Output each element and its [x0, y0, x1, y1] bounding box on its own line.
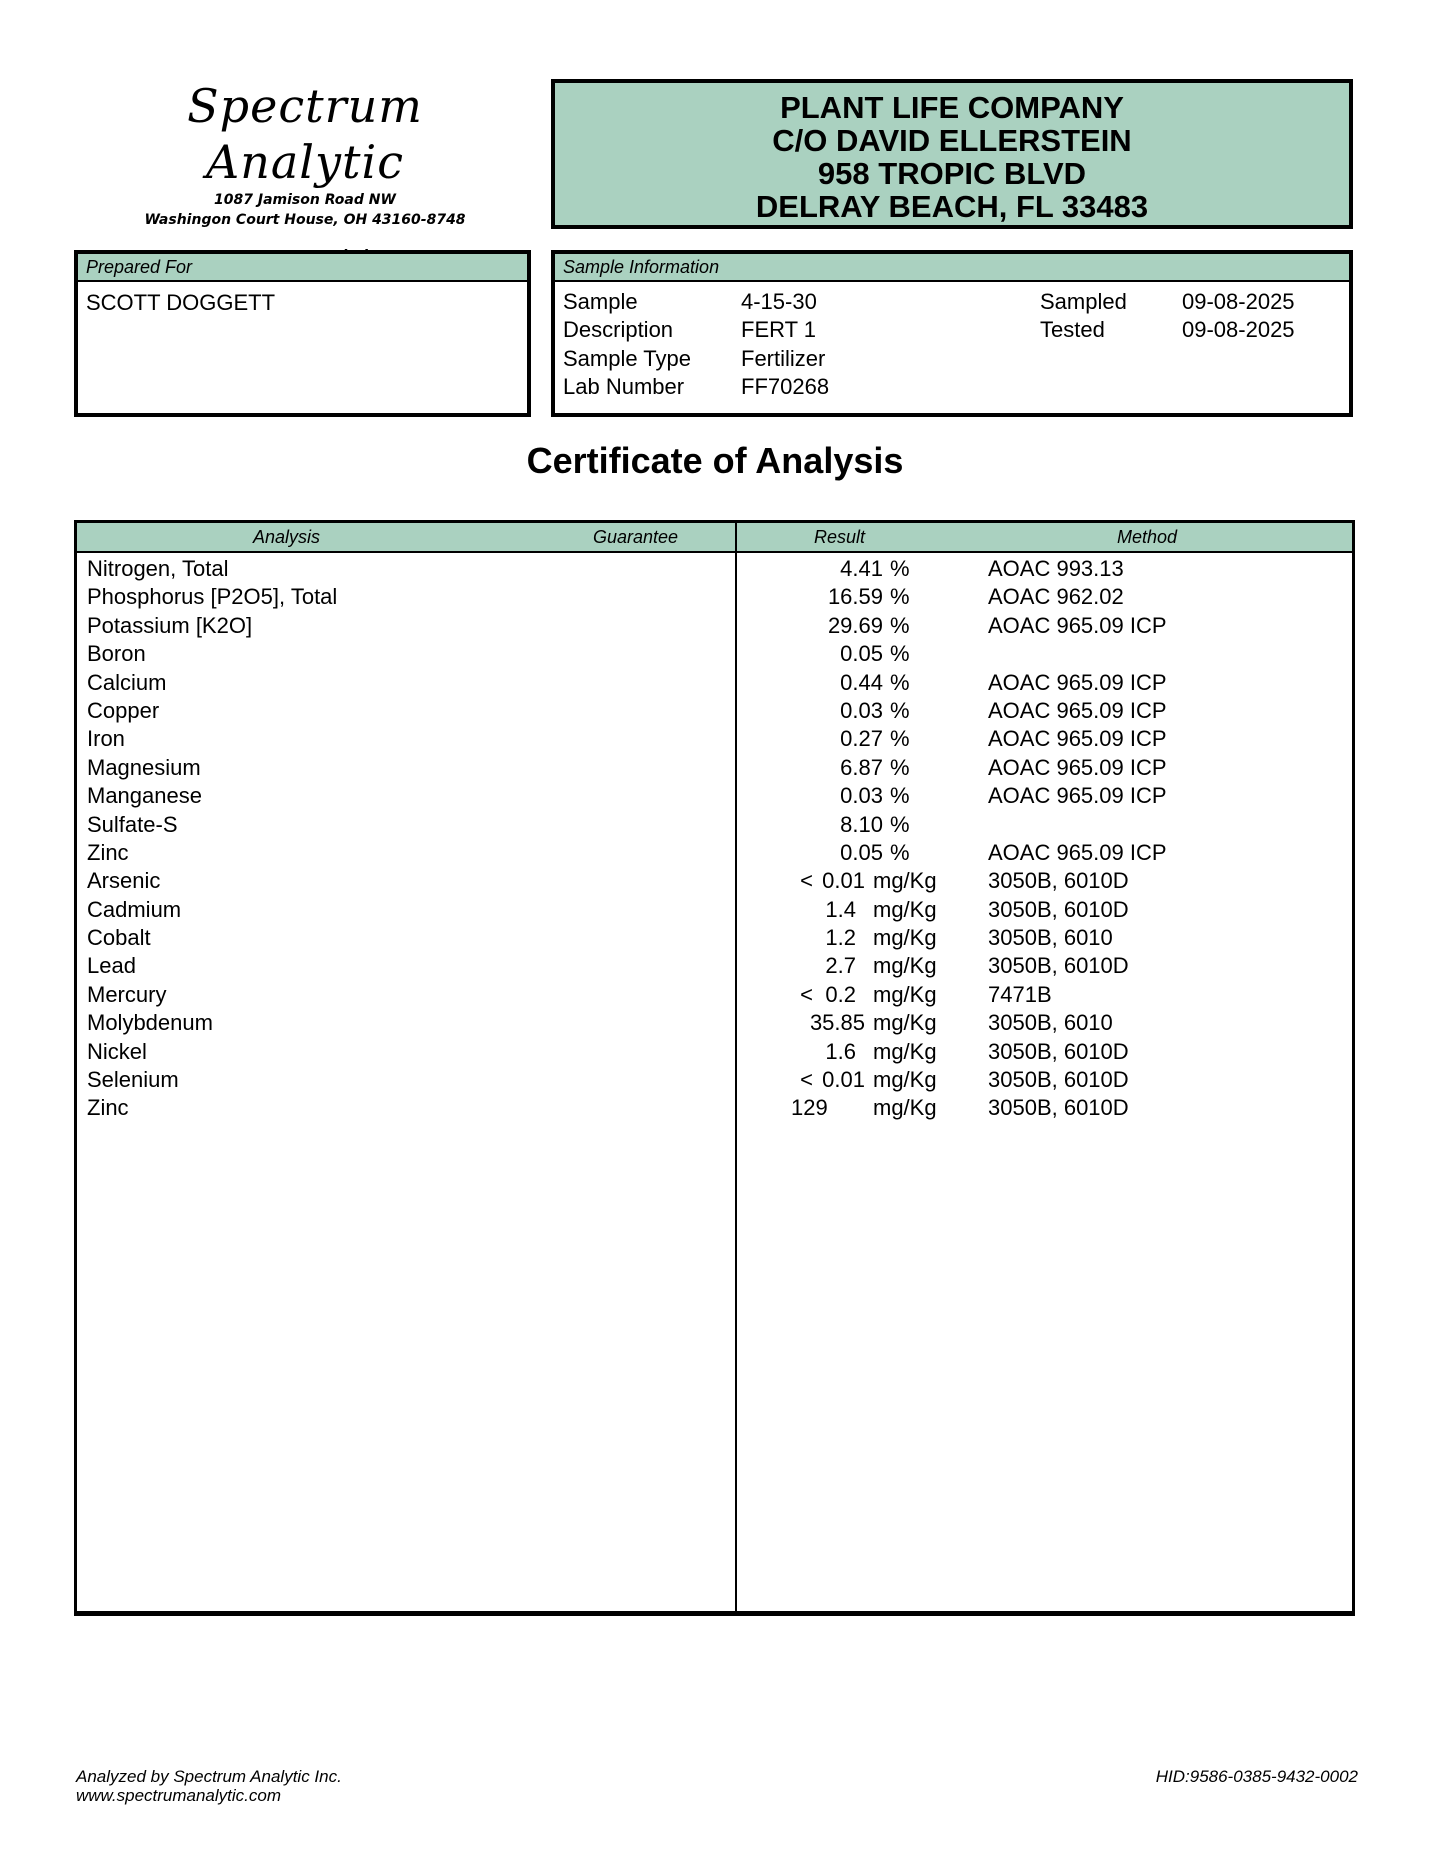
recipient-line3: 958 TROPIC BLVD: [817, 156, 1087, 191]
table-row: [77, 725, 1352, 753]
result-value: 0.05: [840, 641, 883, 667]
analysis-table: [74, 520, 1355, 1616]
sample-information-header: Sample Information: [555, 254, 1349, 282]
sample-information-grid: [555, 282, 1349, 412]
result-unit: mg/Kg: [873, 1095, 937, 1121]
lab-name: Spectrum Analytic: [187, 79, 423, 189]
result-value: 1.6: [825, 1038, 856, 1064]
description-label: Description: [563, 317, 674, 342]
analyte-name: Nickel: [87, 1038, 147, 1064]
footer-analyzed-by: Analyzed by Spectrum Analytic Inc.: [76, 1767, 342, 1786]
result-method: AOAC 965.09 ICP: [988, 697, 1167, 723]
result-value: 29.69: [827, 612, 883, 638]
result-method: AOAC 965.09 ICP: [988, 839, 1167, 865]
analyte-name: Calcium: [87, 669, 167, 695]
table-row: [77, 839, 1352, 867]
result-method: 7471B: [988, 981, 1052, 1007]
table-row: [77, 924, 1352, 952]
recipient-address-box: [551, 79, 1353, 229]
result-unit: mg/Kg: [873, 925, 937, 951]
page-title: Certificate of Analysis: [526, 440, 904, 481]
result-unit: mg/Kg: [873, 1010, 937, 1036]
result-unit: mg/Kg: [873, 868, 937, 894]
result-unit: %: [890, 726, 910, 752]
analyte-name: Cobalt: [87, 925, 151, 951]
lab-logo: [95, 78, 515, 264]
result-qualifier: <: [800, 1067, 813, 1093]
result-method: 3050B, 6010D: [988, 953, 1129, 979]
result-value: 0.05: [840, 839, 883, 865]
analyte-name: Sulfate-S: [87, 811, 178, 837]
result-method: AOAC 993.13: [988, 556, 1124, 581]
sampled-date: 09-08-2025: [1182, 289, 1295, 314]
table-row: [77, 981, 1352, 1009]
table-row: [77, 867, 1352, 895]
prepared-for-name: SCOTT DOGGETT: [86, 290, 276, 315]
result-value: 0.01: [822, 1067, 865, 1093]
result-unit: %: [890, 641, 910, 667]
result-unit: mg/Kg: [873, 1067, 937, 1093]
table-row: [77, 782, 1352, 810]
result-method: 3050B, 6010D: [988, 868, 1129, 894]
prepared-for-header: Prepared For: [78, 254, 527, 282]
table-header: [77, 523, 1352, 553]
sample-type-value: Fertilizer: [741, 346, 826, 371]
table-row: [77, 896, 1352, 924]
sample-label: Sample: [563, 289, 638, 314]
result-unit: %: [890, 556, 910, 581]
result-method: 3050B, 6010D: [988, 1038, 1129, 1064]
analyte-name: Nitrogen, Total: [87, 556, 229, 581]
result-unit: %: [890, 697, 910, 723]
result-unit: %: [890, 669, 910, 695]
table-row: [77, 754, 1352, 782]
result-value: 6.87: [840, 754, 883, 780]
prepared-for-box: [74, 250, 531, 417]
header-analysis: Analysis: [253, 527, 321, 547]
table-row: [77, 640, 1352, 668]
description-value: FERT 1: [741, 317, 816, 342]
result-unit: %: [890, 783, 910, 809]
lab-address-line1: 1087 Jamison Road NW: [214, 192, 396, 208]
result-qualifier: <: [800, 868, 813, 894]
result-value: 16.59: [827, 584, 883, 610]
result-value: 2.7: [825, 953, 856, 979]
result-method: 3050B, 6010: [988, 1010, 1113, 1036]
lab-number-value: FF70268: [741, 374, 830, 399]
result-value: 1.2: [825, 925, 856, 951]
table-row: [77, 1066, 1352, 1094]
result-method: 3050B, 6010D: [988, 1067, 1129, 1093]
analyte-name: Zinc: [87, 839, 129, 865]
analyte-name: Manganese: [87, 783, 202, 809]
table-row: [77, 1038, 1352, 1066]
result-method: AOAC 965.09 ICP: [988, 669, 1167, 695]
analyte-name: Zinc: [87, 1095, 129, 1121]
lab-number-label: Lab Number: [563, 374, 685, 399]
analyte-name: Phosphorus [P2O5], Total: [87, 584, 338, 610]
table-body: [77, 555, 1352, 1123]
result-unit: mg/Kg: [873, 953, 937, 979]
recipient-line2: C/O DAVID ELLERSTEIN: [772, 123, 1132, 158]
lab-address-line2: Washingon Court House, OH 43160-8748: [144, 212, 466, 228]
table-row: [77, 1094, 1352, 1122]
footer-website: www.spectrumanalytic.com: [76, 1786, 282, 1805]
analyte-name: Mercury: [87, 981, 167, 1007]
result-method: AOAC 965.09 ICP: [988, 754, 1167, 780]
sampled-label: Sampled: [1040, 289, 1127, 314]
result-value: 0.44: [840, 669, 883, 695]
result-value: 8.10: [840, 811, 883, 837]
analyte-name: Magnesium: [87, 754, 201, 780]
result-method: AOAC 965.09 ICP: [988, 783, 1167, 809]
sample-type-label: Sample Type: [563, 346, 692, 371]
analyte-name: Selenium: [87, 1067, 179, 1093]
analyte-name: Arsenic: [87, 868, 161, 894]
analyte-name: Iron: [87, 726, 125, 752]
analyte-name: Boron: [87, 641, 146, 667]
result-value: 4.41: [840, 556, 883, 581]
result-unit: mg/Kg: [873, 1038, 937, 1064]
result-unit: %: [890, 811, 910, 837]
recipient-line1: PLANT LIFE COMPANY: [780, 90, 1124, 125]
result-method: AOAC 965.09 ICP: [988, 612, 1167, 638]
result-value: 129: [791, 1095, 828, 1121]
result-value: 0.2: [825, 981, 856, 1007]
result-value: 0.03: [840, 783, 883, 809]
footer-hid: HID:9586-0385-9432-0002: [1155, 1767, 1358, 1786]
result-method: 3050B, 6010D: [988, 1095, 1129, 1121]
result-value: 35.85: [809, 1010, 865, 1036]
table-row: [77, 697, 1352, 725]
analyte-name: Copper: [87, 697, 160, 723]
sample-value: 4-15-30: [741, 289, 817, 314]
recipient-line4: DELRAY BEACH, FL 33483: [755, 189, 1149, 224]
result-qualifier: <: [800, 981, 813, 1007]
result-method: AOAC 962.02: [988, 584, 1124, 610]
result-value: 1.4: [825, 896, 856, 922]
analyte-name: Lead: [87, 953, 136, 979]
result-unit: %: [890, 612, 910, 638]
table-row: [77, 555, 1352, 583]
result-value: 0.27: [840, 726, 883, 752]
tested-label: Tested: [1040, 317, 1105, 342]
analyte-name: Cadmium: [87, 896, 182, 922]
header-method: Method: [1117, 527, 1178, 547]
result-method: 3050B, 6010D: [988, 896, 1129, 922]
result-unit: mg/Kg: [873, 981, 937, 1007]
result-unit: %: [890, 754, 910, 780]
result-unit: %: [890, 839, 910, 865]
table-row: [77, 811, 1352, 839]
footer-left: [76, 1767, 342, 1805]
header-guarantee: Guarantee: [593, 527, 679, 547]
sample-information-box: [551, 250, 1353, 417]
table-row: [77, 669, 1352, 697]
header-result: Result: [814, 527, 866, 547]
result-unit: mg/Kg: [873, 896, 937, 922]
analyte-name: Potassium [K2O]: [87, 612, 253, 638]
result-value: 0.01: [822, 868, 865, 894]
table-row: [77, 612, 1352, 640]
table-row: [77, 952, 1352, 980]
table-row: [77, 583, 1352, 611]
result-unit: %: [890, 584, 910, 610]
tested-date: 09-08-2025: [1182, 317, 1295, 342]
analyte-name: Molybdenum: [87, 1010, 213, 1036]
result-value: 0.03: [840, 697, 883, 723]
table-row: [77, 1009, 1352, 1037]
result-method: 3050B, 6010: [988, 925, 1113, 951]
result-method: AOAC 965.09 ICP: [988, 726, 1167, 752]
